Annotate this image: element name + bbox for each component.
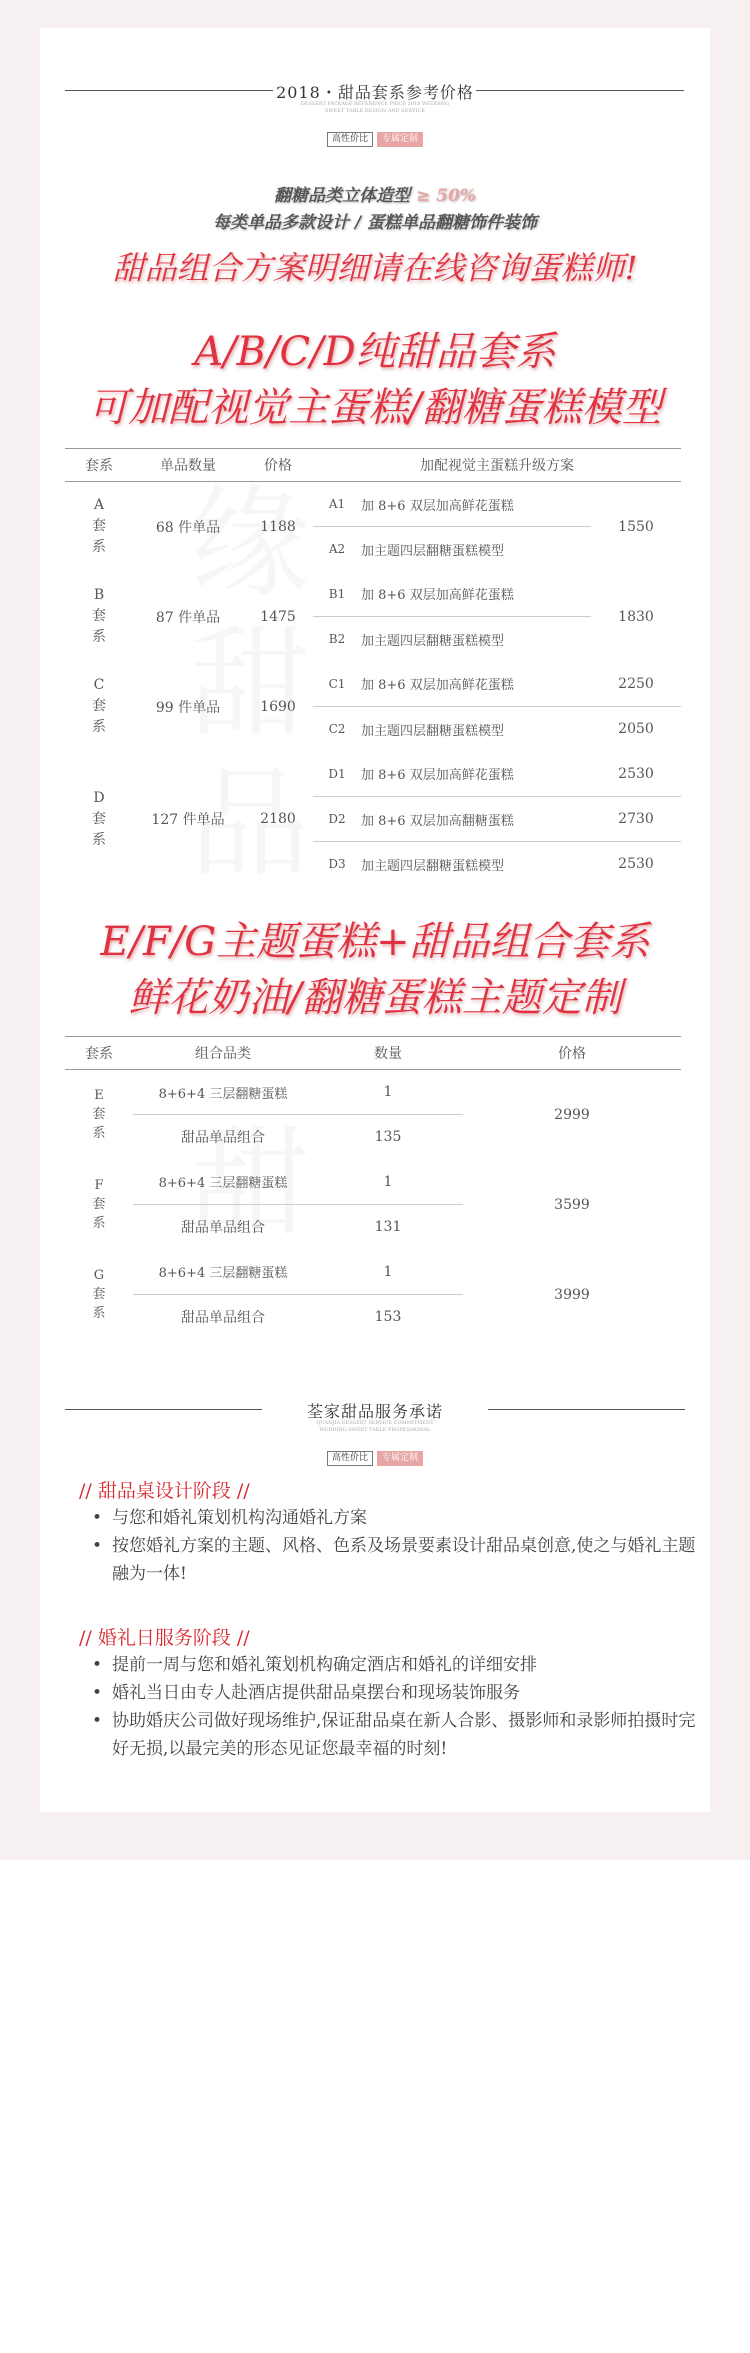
table-row (65, 752, 681, 797)
list-item: • 提前一周与您和婚礼策划机构确定酒店和婚礼的详细安排 (88, 1651, 698, 1679)
price-cell: 1690 (260, 698, 296, 715)
option-desc: 加主题四层翻糖蛋糕模型 (361, 543, 505, 559)
col-header-qty: 数量 (313, 1037, 463, 1070)
option-desc: 加主题四层翻糖蛋糕模型 (361, 723, 505, 739)
promo-text: 翻糖品类立体造型 (274, 186, 411, 206)
list-item: • 按您婚礼方案的主题、风格、色系及场景要素设计甜品桌创意,使之与婚礼主题融为一体! (88, 1532, 698, 1588)
option-desc: 加 8+6 双层加高鲜花蛋糕 (361, 752, 591, 797)
table-row (65, 1250, 681, 1295)
abcd-title-line-1: A/B/C/D纯甜品套系 (194, 329, 556, 375)
item-qty: 131 (374, 1219, 402, 1236)
table-row (65, 572, 681, 617)
list-item: • 婚礼当日由专人赴酒店提供甜品桌摆台和现场装饰服务 (88, 1679, 698, 1707)
header-subtitle: QUANJIA DESSERT SERVICE COMMITMENT (316, 1420, 434, 1426)
option-desc: 加 8+6 双层加高鲜花蛋糕 (361, 662, 591, 707)
design-stage-title: // 甜品桌设计阶段 // (79, 1480, 250, 1502)
item-qty: 135 (374, 1129, 402, 1146)
tag-custom: 专属定制 (377, 1451, 423, 1466)
table-row (65, 1160, 681, 1205)
option-desc: 加主题四层翻糖蛋糕模型 (361, 633, 505, 649)
item-name: 8+6+4 三层翻糖蛋糕 (133, 1250, 313, 1295)
table-row (65, 482, 681, 527)
header-subtitle: WEDDING SWEET TABLE PROFESSIONAL (319, 1427, 431, 1433)
col-header-category: 组合品类 (133, 1037, 313, 1070)
set-letter: A (93, 497, 105, 514)
design-stage-list (88, 1504, 698, 1588)
set-price: 3599 (554, 1196, 590, 1213)
option-code: B2 (328, 632, 346, 647)
set-cell (65, 662, 133, 752)
col-header-upgrade: 加配视觉主蛋糕升级方案 (313, 449, 681, 482)
option-code: D2 (313, 797, 361, 842)
option-code: A1 (313, 482, 361, 527)
option-price: 2530 (618, 856, 654, 873)
set-letter: F (94, 1178, 104, 1193)
count-cell: 68 件单品 (155, 519, 221, 536)
col-header-price: 价格 (243, 449, 313, 482)
col-header-price: 价格 (463, 1037, 681, 1070)
col-header-set: 套系 (65, 449, 133, 482)
content-card (40, 28, 710, 1812)
set-price: 3999 (554, 1286, 590, 1303)
list-item: • 与您和婚礼策划机构沟通婚礼方案 (88, 1504, 698, 1532)
promo-consult: 甜品组合方案明细请在线咨询蛋糕师! (112, 249, 638, 287)
option-code: A2 (328, 542, 346, 557)
set-word: 套系 (92, 1287, 106, 1321)
set-letter: B (93, 587, 105, 603)
wedding-day-title: // 婚礼日服务阶段 // (79, 1627, 250, 1649)
option-desc: 加 8+6 双层加高鲜花蛋糕 (361, 482, 591, 527)
header-tags (40, 1445, 710, 1466)
price-cell: 2180 (260, 811, 296, 827)
header-title: 2018・甜品套系参考价格 (276, 83, 474, 102)
item-qty: 1 (313, 1250, 463, 1295)
item-name: 甜品单品组合 (181, 1220, 265, 1237)
option-code: C1 (313, 662, 361, 707)
set-letter: E (94, 1088, 104, 1104)
set-word: 套系 (92, 1107, 106, 1142)
price-cell: 1475 (260, 608, 296, 625)
item-qty: 153 (374, 1309, 402, 1326)
set-word: 套系 (92, 518, 106, 556)
table-row (65, 662, 681, 707)
item-name: 8+6+4 三层翻糖蛋糕 (133, 1160, 313, 1205)
item-name: 甜品单品组合 (181, 1310, 265, 1327)
efg-title-line-2: 鲜花奶油/翻糖蛋糕主题定制 (128, 975, 622, 1021)
table-row (65, 1070, 681, 1115)
set-word: 套系 (92, 810, 106, 848)
promo-line-1 (40, 181, 710, 206)
item-qty: 1 (313, 1160, 463, 1205)
count-cell: 99 件单品 (155, 699, 221, 716)
efg-price-table (65, 1036, 681, 1340)
option-code: D3 (328, 857, 346, 872)
set-cell (65, 752, 133, 887)
option-desc: 加 8+6 双层加高鲜花蛋糕 (361, 572, 591, 617)
set-cell (65, 1160, 133, 1250)
wedding-day-list (88, 1651, 698, 1763)
price-cell: 1188 (260, 518, 296, 535)
promo-percent: ≥ 50% (415, 186, 476, 206)
abcd-price-table (65, 448, 681, 887)
item-name: 甜品单品组合 (181, 1130, 265, 1147)
efg-title-line-1: E/F/G主题蛋糕+甜品组合套系 (100, 919, 650, 965)
set-word: 套系 (92, 698, 106, 735)
abcd-title-line-2: 可加配视觉主蛋糕/翻糖蛋糕模型 (88, 385, 662, 431)
tag-value: 高性价比 (327, 1451, 373, 1466)
tag-value: 高性价比 (327, 132, 373, 147)
option-code: C2 (328, 722, 346, 737)
col-header-count: 单品数量 (133, 449, 243, 482)
header-tags (40, 126, 710, 147)
option-code: D1 (313, 752, 361, 797)
item-name: 8+6+4 三层翻糖蛋糕 (133, 1070, 313, 1115)
set-cell (65, 572, 133, 662)
set-word: 套系 (92, 1197, 106, 1231)
set-letter: D (93, 789, 105, 806)
count-cell: 127 件单品 (151, 812, 225, 828)
option-price: 2730 (591, 797, 681, 842)
option-code: B1 (313, 572, 361, 617)
option-price: 2250 (591, 662, 681, 707)
list-item: • 协助婚庆公司做好现场维护,保证甜品桌在新人合影、摄影师和录影师拍摄时完好无损,以最完美的形态见证您最幸福的时刻! (88, 1707, 698, 1763)
option-desc: 加主题四层翻糖蛋糕模型 (361, 858, 505, 874)
option-price: 2530 (591, 752, 681, 797)
item-qty: 1 (313, 1070, 463, 1115)
header-subtitle: DESSERT PACKAGE REFERENCE PRICE 2018 WEDDING (300, 101, 450, 107)
set-price: 2999 (554, 1106, 590, 1123)
option-desc: 加 8+6 双层加高翻糖蛋糕 (361, 797, 591, 842)
set-letter: G (93, 1268, 105, 1283)
option-price: 1830 (618, 608, 654, 625)
header-subtitle: SWEET TABLE DESIGN AND SERVICE (324, 108, 426, 114)
option-price: 1550 (618, 518, 654, 535)
set-word: 套系 (92, 608, 106, 645)
set-cell (65, 1250, 133, 1340)
set-cell (65, 482, 133, 572)
set-letter: C (93, 677, 105, 693)
option-price: 2050 (618, 721, 654, 738)
promo-line-2: 每类单品多款设计 / 蛋糕单品翻糖饰件装饰 (212, 213, 538, 233)
count-cell: 87 件单品 (155, 609, 221, 626)
col-header-set: 套系 (65, 1037, 133, 1070)
header-title: 荃家甜品服务承诺 (306, 1402, 443, 1421)
set-cell (65, 1070, 133, 1160)
tag-custom: 专属定制 (377, 132, 423, 147)
